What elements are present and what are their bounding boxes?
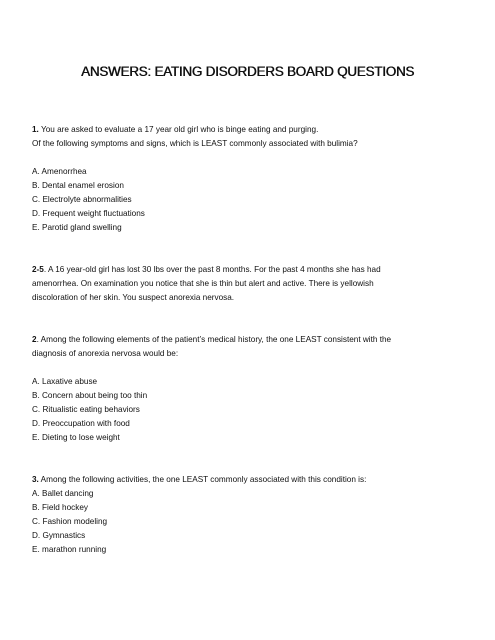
question-1-option-b: B. Dental enamel erosion [32, 181, 124, 190]
question-2-option-e: E. Dieting to lose weight [32, 433, 120, 442]
question-1-option-d: D. Frequent weight fluctuations [32, 209, 145, 218]
case-vignette-line-2: amenorrhea. On examination you notice that she is thin but alert and active. There is yellowish [32, 279, 374, 288]
question-3-text-1: Among the following activities, the one LEAST commonly associated with this condition is: [40, 475, 367, 484]
question-1-text-1: You are asked to evaluate a 17 year old girl who is binge eating and purging. [40, 125, 319, 134]
question-3-option-b: B. Field hockey [32, 503, 88, 512]
question-1-stem-line-2: Of the following symptoms and signs, which is LEAST commonly associated with bulimia? [32, 139, 358, 148]
question-3-option-d: D. Gymnastics [32, 531, 86, 540]
question-3-stem-line-1 [32, 475, 366, 485]
question-2-text-1: . Among the following elements of the patient’s medical history, the one LEAST consistent with the [36, 335, 392, 344]
question-1-number: 1. [32, 125, 39, 134]
question-3-option-c: C. Fashion modeling [32, 517, 108, 526]
question-1-stem-line-1 [32, 125, 318, 135]
question-1-option-e: E. Parotid gland swelling [32, 223, 122, 232]
question-2-number: 2 [32, 335, 37, 344]
case-vignette-number: 2-5 [32, 265, 44, 274]
question-3-number: 3. [32, 475, 39, 484]
question-3-option-e: E. marathon running [32, 545, 107, 554]
question-1-option-a: A. Amenorrhea [32, 167, 87, 176]
question-2-stem-line-1 [32, 335, 391, 345]
question-2-stem-line-2: diagnosis of anorexia nervosa would be: [32, 349, 179, 358]
page-title: ANSWERS: EATING DISORDERS BOARD QUESTIONS [80, 64, 415, 79]
question-2-option-a: A. Laxative abuse [32, 377, 98, 386]
case-vignette-line-3: discoloration of her skin. You suspect anorexia nervosa. [32, 293, 235, 302]
question-3-option-a: A. Ballet dancing [32, 489, 94, 498]
question-2-option-d: D. Preoccupation with food [32, 419, 130, 428]
question-1-option-c: C. Electrolyte abnormalities [32, 195, 132, 204]
question-2-option-b: B. Concern about being too thin [32, 391, 148, 400]
question-2-option-c: C. Ritualistic eating behaviors [32, 405, 140, 414]
case-vignette-line-1 [32, 265, 381, 275]
case-vignette-text-1: . A 16 year-old girl has lost 30 lbs over the past 8 months. For the past 4 months she has had [43, 265, 381, 274]
